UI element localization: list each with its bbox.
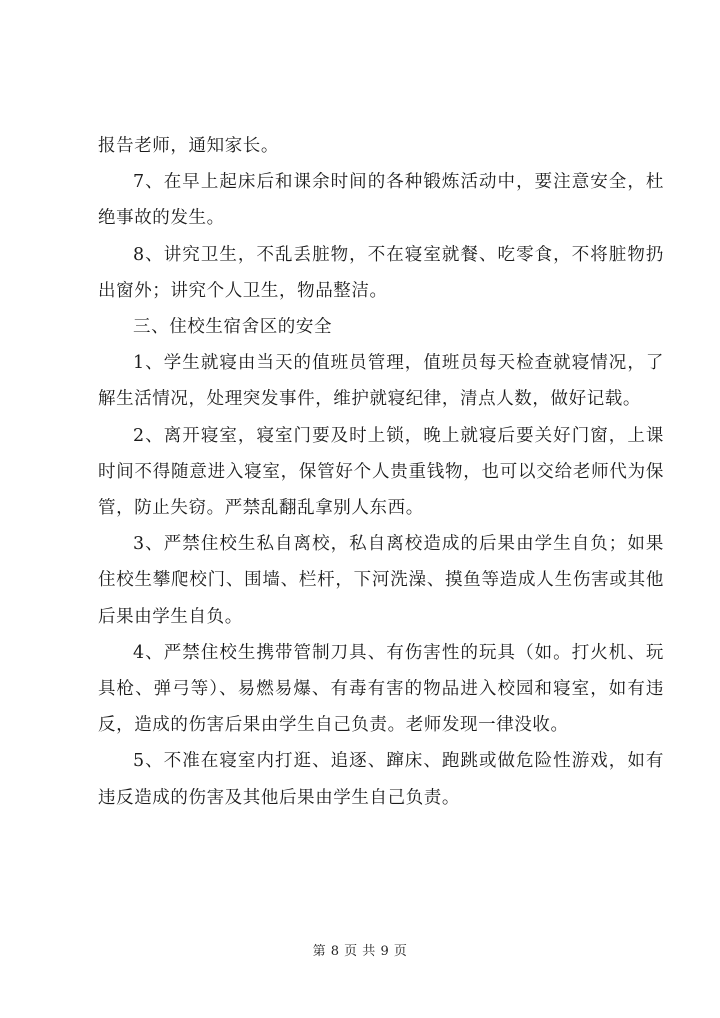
- paragraph-item-8: 8、讲究卫生，不乱丢脏物，不在寝室就餐、吃零食，不将脏物扔出窗外；讲究个人卫生，物品整洁。: [98, 244, 664, 301]
- paragraph-item-2: 2、离开寝室，寝室门要及时上锁，晚上就寝后要关好门窗，上课时间不得随意进入寝室，保管好个人贵重钱物，也可以交给老师代为保管，防止失窃。严禁乱翻乱拿别人东西。: [98, 425, 664, 519]
- paragraph-continuation: 报告老师，通知家长。: [98, 136, 279, 156]
- paragraph-item-1: 1、学生就寝由当天的值班员管理，值班员每天检查就寝情况，了解生活情况，处理突发事件，维护就寝纪律，清点人数，做好记载。: [98, 353, 664, 410]
- paragraph-item-7: 7、在早上起床后和课余时间的各种锻炼活动中，要注意安全，杜绝事故的发生。: [98, 172, 664, 229]
- paragraph-item-5: 5、不准在寝室内打逛、追逐、蹿床、跑跳或做危险性游戏，如有违反造成的伤害及其他后果由学生自己负责。: [98, 751, 664, 808]
- section-heading: 三、住校生宿舍区的安全: [133, 317, 333, 338]
- document-body: [98, 128, 664, 816]
- paragraph-item-4: 4、严禁住校生携带管制刀具、有伤害性的玩具（如。打火机、玩具枪、弹弓等）、易燃易爆、有毒有害的物品进入校园和寝室，如有违反，造成的伤害后果由学生自己负责。老师发现一律没收。: [98, 642, 664, 736]
- paragraph-item-3: 3、严禁住校生私自离校，私自离校造成的后果由学生自负；如果住校生攀爬校门、围墙、栏杆，下河洗澡、摸鱼等造成人生伤害或其他后果由学生自负。: [98, 534, 664, 627]
- page-number-footer: 第 8 页 共 9 页: [312, 944, 408, 959]
